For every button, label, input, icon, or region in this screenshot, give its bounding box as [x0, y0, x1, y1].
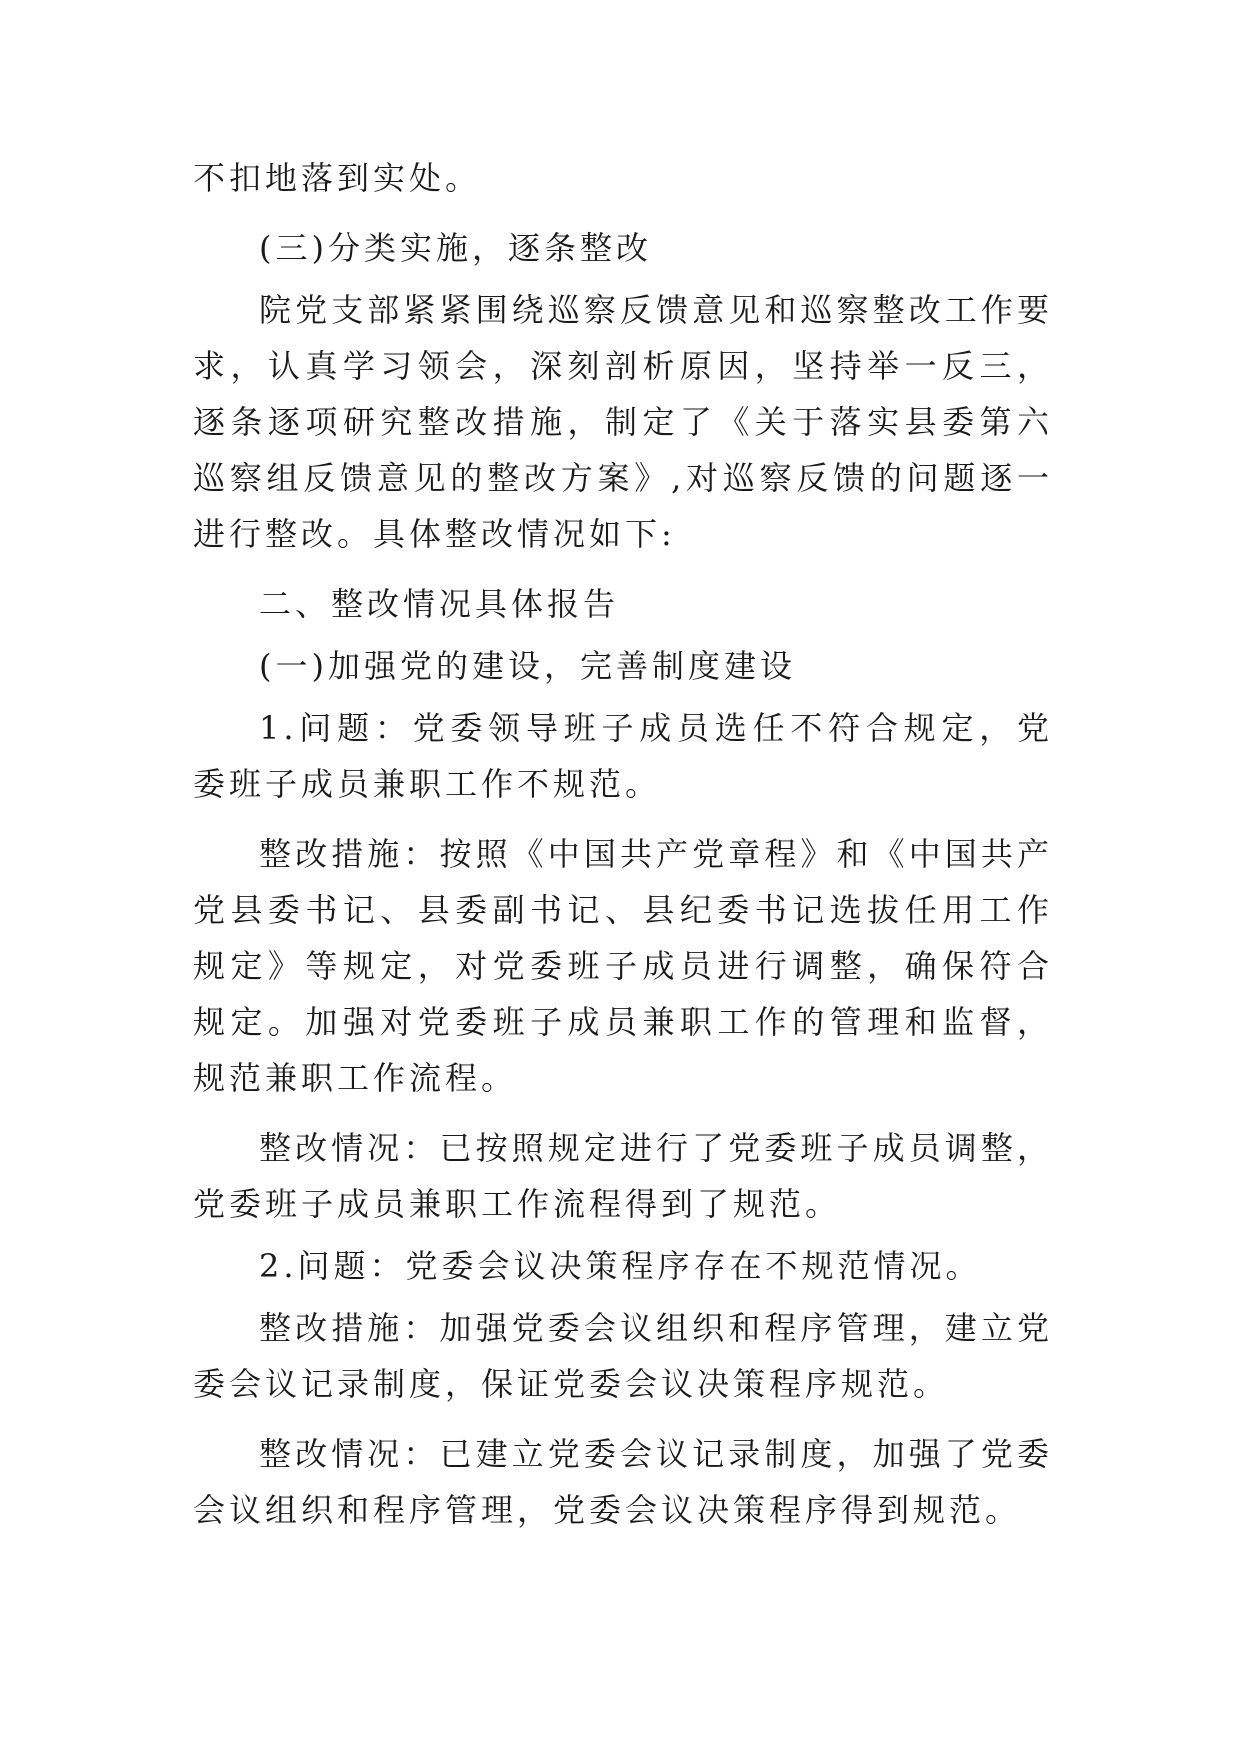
issue-1-measures: 整改措施：按照《中国共产党章程》和《中国共产党县委书记、县委副书记、县纪委书记选拔任用工作规定》等规定，对党委班子成员进行调整，确保符合规定。加强对党委班子成员兼职工作的管理和监督，规范兼职工作流程。 — [193, 835, 1053, 1097]
issue-2-measures: 整改措施：加强党委会议组织和程序管理，建立党委会议记录制度，保证党委会议决策程序规范。 — [193, 1309, 1053, 1403]
issue-2-status: 整改情况：已建立党委会议记录制度，加强了党委会议组织和程序管理，党委会议决策程序得到规范。 — [193, 1435, 1053, 1529]
issue-1-status: 整改情况：已按照规定进行了党委班子成员调整，党委班子成员兼职工作流程得到了规范。 — [193, 1129, 1053, 1223]
document-body — [193, 150, 1053, 1538]
paragraph-rectification-plan: 院党支部紧紧围绕巡察反馈意见和巡察整改工作要求，认真学习领会，深刻剖析原因，坚持举一反三，逐条逐项研究整改措施，制定了《关于落实县委第六巡察组反馈意见的整改方案》,对巡察反馈的问题逐一进行整改。具体整改情况如下: — [193, 291, 1053, 553]
section-heading-2: 二、整改情况具体报告 — [259, 585, 620, 623]
subheading-1: (一)加强党的建设，完善制度建设 — [259, 647, 796, 685]
subheading-3: (三)分类实施，逐条整改 — [259, 229, 652, 267]
issue-2: 2.问题：党委会议决策程序存在不规范情况。 — [259, 1247, 982, 1285]
paragraph-continuation: 不扣地落到实处。 — [193, 159, 482, 197]
issue-1: 1.问题：党委领导班子成员选任不符合规定，党委班子成员兼职工作不规范。 — [193, 709, 1053, 803]
